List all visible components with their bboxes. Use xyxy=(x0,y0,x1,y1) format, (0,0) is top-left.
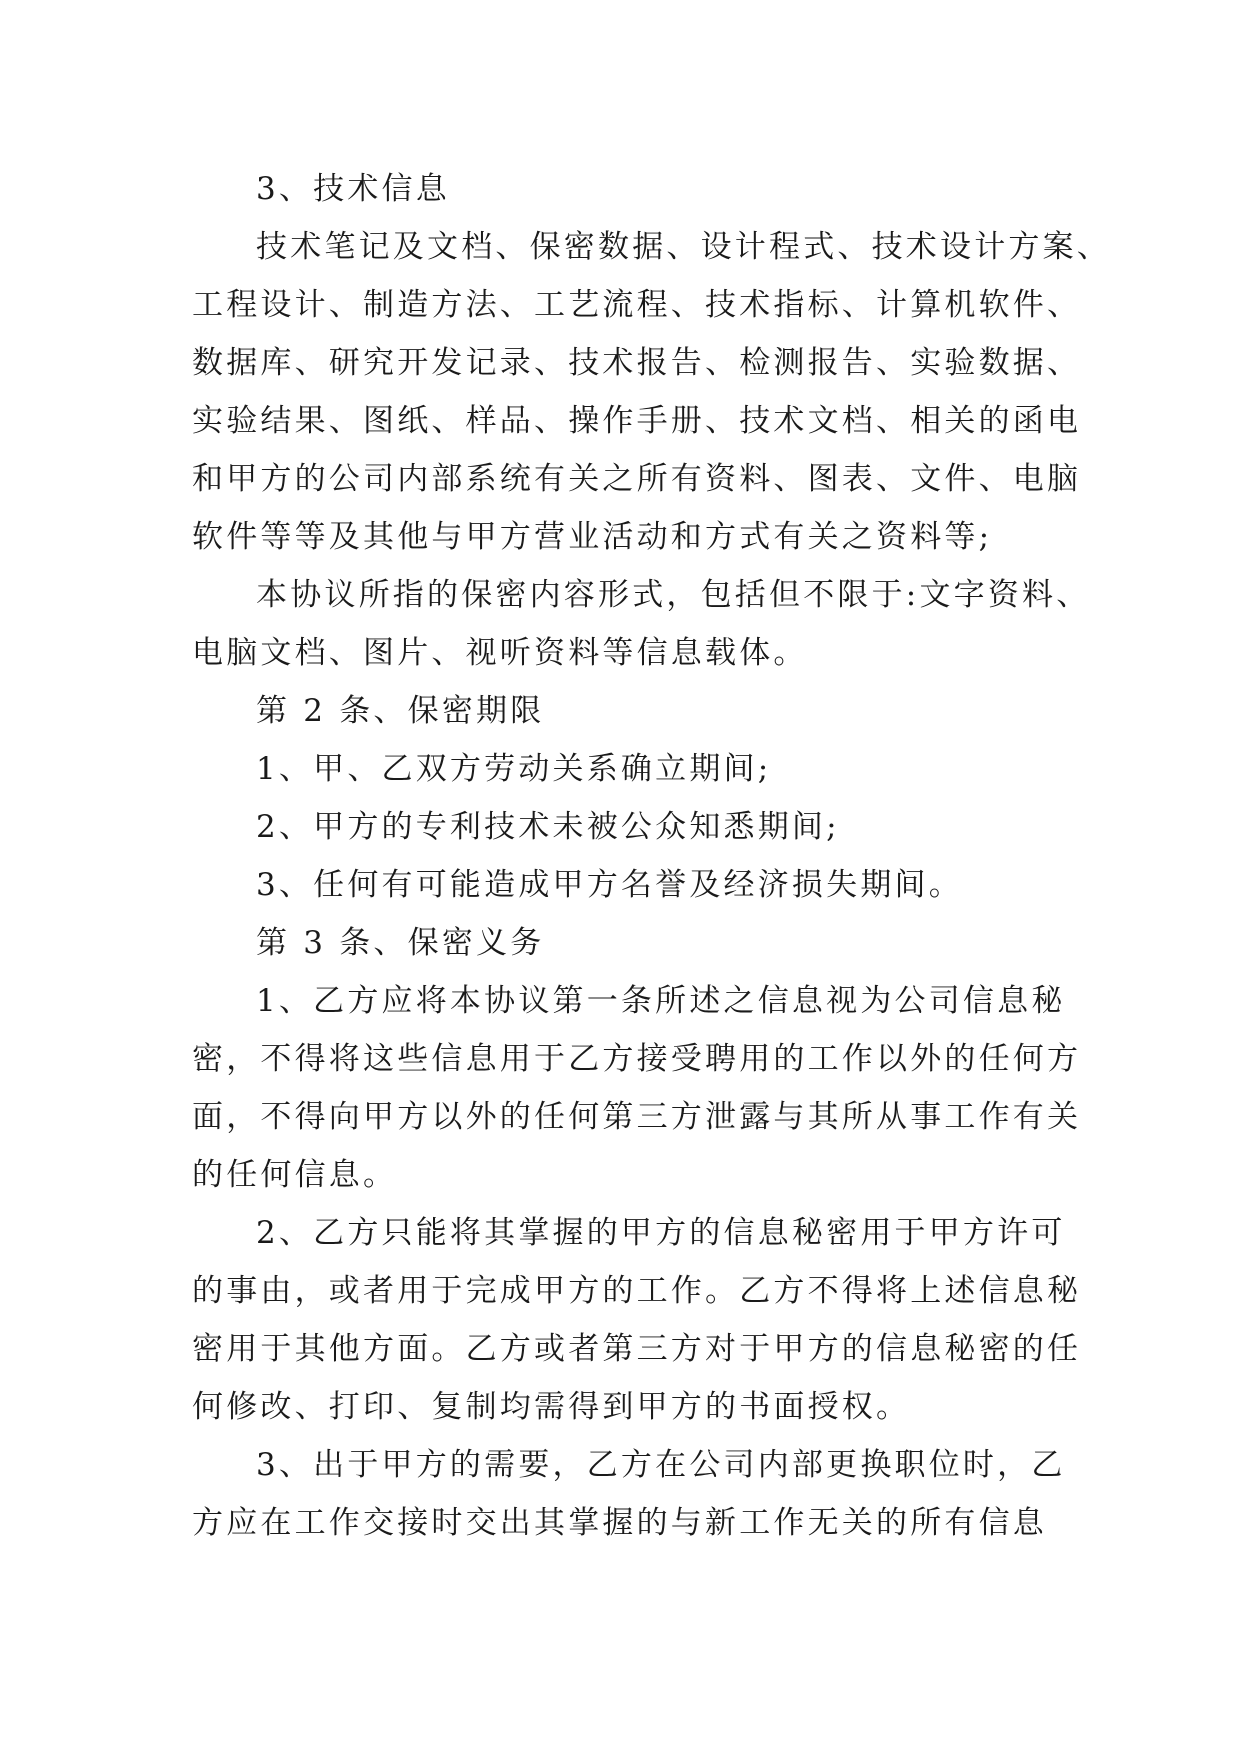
paragraph-line: 方应在工作交接时交出其掌握的与新工作无关的所有信息 xyxy=(192,1505,1047,1541)
paragraph-line: 1、乙方应将本协议第一条所述之信息视为公司信息秘 xyxy=(256,983,1066,1019)
paragraph-line: 密，不得将这些信息用于乙方接受聘用的工作以外的任何方 xyxy=(192,1041,1082,1077)
paragraph-line: 密用于其他方面。乙方或者第三方对于甲方的信息秘密的任 xyxy=(192,1331,1082,1367)
paragraph-line: 软件等等及其他与甲方营业活动和方式有关之资料等; xyxy=(192,519,993,555)
paragraph-line: 工程设计、制造方法、工艺流程、技术指标、计算机软件、 xyxy=(192,287,1082,323)
paragraph-line: 3、出于甲方的需要，乙方在公司内部更换职位时，乙 xyxy=(256,1447,1066,1483)
paragraph-line: 实验结果、图纸、样品、操作手册、技术文档、相关的函电 xyxy=(192,403,1082,439)
paragraph-line: 本协议所指的保密内容形式，包括但不限于:文字资料、 xyxy=(256,577,1091,613)
list-item: 1、甲、乙双方劳动关系确立期间; xyxy=(256,751,772,787)
document-body xyxy=(192,160,1111,1552)
article-heading: 第 3 条、保密义务 xyxy=(256,925,545,961)
paragraph-line: 电脑文档、图片、视听资料等信息载体。 xyxy=(192,635,808,671)
paragraph-line: 面，不得向甲方以外的任何第三方泄露与其所从事工作有关 xyxy=(192,1099,1082,1135)
paragraph-line: 的事由，或者用于完成甲方的工作。乙方不得将上述信息秘 xyxy=(192,1273,1082,1309)
paragraph-line: 何修改、打印、复制均需得到甲方的书面授权。 xyxy=(192,1389,911,1425)
article-heading: 第 2 条、保密期限 xyxy=(256,693,545,729)
paragraph-line: 数据库、研究开发记录、技术报告、检测报告、实验数据、 xyxy=(192,345,1082,381)
paragraph-line: 技术笔记及文档、保密数据、设计程式、技术设计方案、 xyxy=(256,229,1111,265)
list-item: 3、任何有可能造成甲方名誉及经济损失期间。 xyxy=(256,867,963,903)
section-heading: 3、技术信息 xyxy=(256,171,450,207)
list-item: 2、甲方的专利技术未被公众知悉期间; xyxy=(256,809,840,845)
paragraph-line: 和甲方的公司内部系统有关之所有资料、图表、文件、电脑 xyxy=(192,461,1082,497)
paragraph-line: 的任何信息。 xyxy=(192,1157,398,1193)
paragraph-line: 2、乙方只能将其掌握的甲方的信息秘密用于甲方许可 xyxy=(256,1215,1066,1251)
